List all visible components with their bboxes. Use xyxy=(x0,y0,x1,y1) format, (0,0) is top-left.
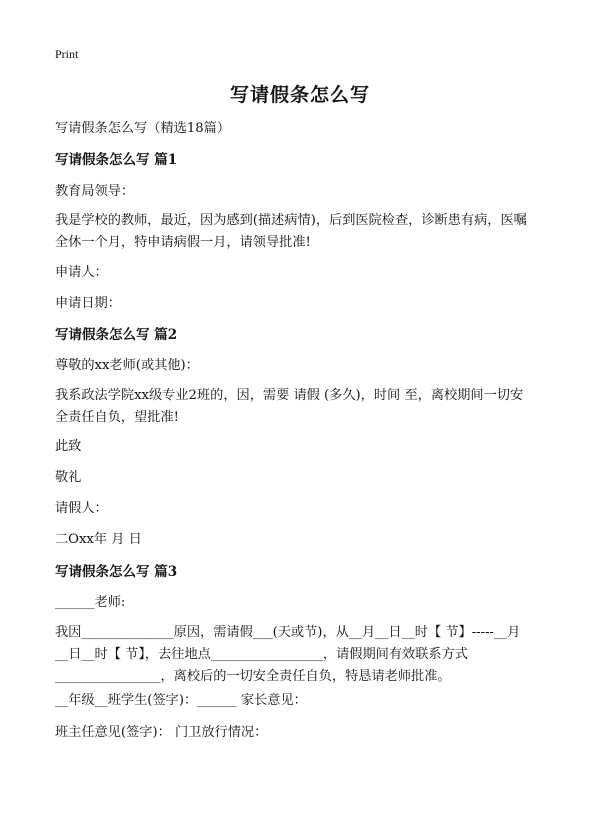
page-title: 写请假条怎么写 xyxy=(229,84,370,106)
section3-body-line3: ________________，离校后的一切安全责任自负，特恳请老师批准。 xyxy=(55,669,451,684)
section1-date: 申请日期： xyxy=(55,296,121,311)
print-label: Print xyxy=(55,47,79,61)
section1-salutation: 教育局领导： xyxy=(55,184,135,199)
section2-body xyxy=(55,385,547,429)
section3-body xyxy=(55,622,547,688)
section3-approval-line: 班主任意见(签字)： 门卫放行情况： xyxy=(55,725,268,740)
subtitle: 写请假条怎么写（精选18篇） xyxy=(55,121,231,136)
section2-closing2: 敬礼 xyxy=(55,470,82,485)
section3-salutation: ______老师: xyxy=(55,595,126,610)
section1-applicant: 申请人： xyxy=(55,265,108,280)
section1-body-line2: 全休一个月，特申请病假一月，请领导批准! xyxy=(55,235,311,250)
section1-body-line1: 我是学校的教师，最近，因为感到(描述病情)，后到医院检查，诊断患有病，医嘱 xyxy=(55,213,527,228)
section2-date: 二Oxx年 月 日 xyxy=(55,532,142,547)
section3-signature-line: __年级__班学生(签字)：______ 家长意见： xyxy=(55,693,307,708)
section2-body-line1: 我系政法学院xx级专业2班的，因，需要 请假 (多久)，时间 至，离校期间一切安 xyxy=(55,388,524,403)
section3-body-line2: __日__时【 节】，去往地点_________________，请假期间有效联系方式 xyxy=(55,647,468,662)
section2-heading: 写请假条怎么写 篇2 xyxy=(55,327,178,343)
section2-signer: 请假人： xyxy=(55,501,108,516)
section1-heading: 写请假条怎么写 篇1 xyxy=(55,152,178,168)
section2-salutation: 尊敬的xx老师(或其他)： xyxy=(55,358,199,373)
section3-heading: 写请假条怎么写 篇3 xyxy=(55,564,178,580)
section3-body-line1: 我因______________原因，需请假___(天或节)，从__月__日__时【 节】-----__月 xyxy=(55,625,521,640)
section2-closing1: 此致 xyxy=(55,439,82,454)
section2-body-line2: 全责任自负，望批准! xyxy=(55,410,179,425)
section1-body xyxy=(55,210,547,254)
